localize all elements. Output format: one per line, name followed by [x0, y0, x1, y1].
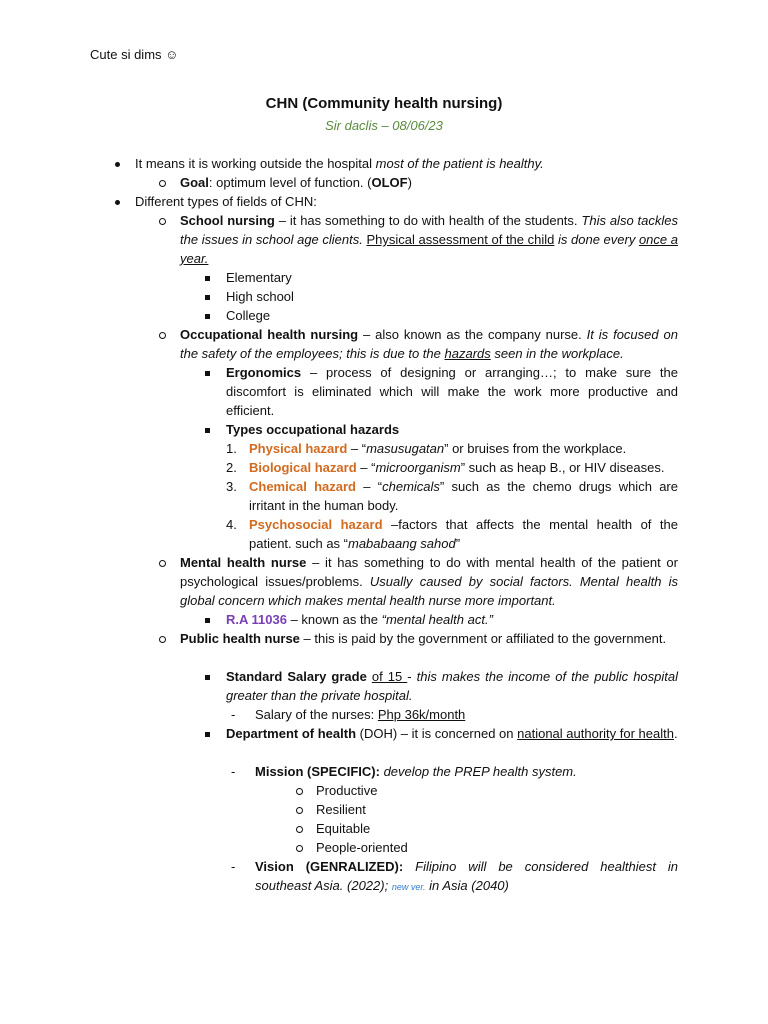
square-bullet-icon [202, 287, 212, 306]
doh-item: Department of health (DOH) – it is concerned on national authority for health. [226, 726, 678, 741]
list-item: Elementary [226, 270, 292, 285]
occupational-nursing-item: Occupational health nursing – also known as the company nurse. It is focused on the safety of the employees; this is due to the hazards seen in the workplace. [180, 327, 678, 361]
page-subtitle: Sir daclis – 08/06/23 [325, 118, 443, 133]
prep-item: Resilient [316, 802, 366, 817]
ergonomics-item: Ergonomics – process of designing or arranging…; to make sure the discomfort is eliminated which will make the work more productive and efficient. [226, 365, 678, 418]
hazard-item: Biological hazard – “microorganism” such as heap B., or HIV diseases. [249, 460, 665, 475]
list-item: It means it is working outside the hospital most of the patient is healthy. [135, 156, 544, 171]
circle-bullet-icon [157, 173, 167, 192]
bullet-icon [112, 192, 122, 211]
list-item: College [226, 308, 271, 323]
circle-bullet-icon [294, 781, 304, 800]
square-bullet-icon [202, 667, 212, 686]
prep-item: People-oriented [316, 840, 408, 855]
hazard-number: 2. [226, 460, 237, 475]
square-bullet-icon [202, 610, 212, 629]
square-bullet-icon [202, 724, 212, 743]
mental-health-item: Mental health nurse – it has something to do with mental health of the patient or psychological issues/problems. Usually caused by social factors. Mental health is global concern which makes mental health nurse more important. [180, 555, 678, 608]
square-bullet-icon [202, 306, 212, 325]
square-bullet-icon [202, 363, 212, 382]
list-item: Different types of fields of CHN: [135, 194, 317, 209]
public-health-item: Public health nurse – this is paid by the government or affiliated to the government. [180, 631, 667, 646]
list-item: Goal: optimum level of function. (OLOF) [180, 175, 412, 190]
bullet-icon [112, 154, 122, 173]
circle-bullet-icon [157, 325, 167, 344]
circle-bullet-icon [157, 553, 167, 572]
hazard-number: 1. [226, 441, 237, 456]
header-note: Cute si dims ☺ [90, 47, 179, 62]
list-item: High school [226, 289, 294, 304]
salary-item: Salary of the nurses: Php 36k/month [255, 707, 466, 722]
salary-grade-item: Standard Salary grade of 15 - this makes the income of the public hospital greater than the private hospital. [226, 669, 678, 703]
circle-bullet-icon [157, 211, 167, 230]
hazard-item: Psychosocial hazard –factors that affects the mental health of the patient. such as “mababaang sahod” [249, 517, 678, 551]
circle-bullet-icon [294, 838, 304, 857]
school-nursing-item: School nursing – it has something to do with health of the students. This also tackles the issues in school age clients. Physical assessment of the child is done every once a year. [180, 213, 678, 266]
page-title: CHN (Community health nursing) [265, 95, 503, 112]
square-bullet-icon [202, 420, 212, 439]
hazard-types-heading: Types occupational hazards [226, 422, 400, 437]
square-bullet-icon [202, 268, 212, 287]
hazard-number: 3. [226, 479, 237, 494]
hazard-item: Physical hazard – “masusugatan” or bruises from the workplace. [249, 441, 627, 456]
dash-bullet-icon: - [231, 764, 236, 779]
vision-item: Vision (GENRALIZED): Filipino will be considered healthiest in southeast Asia. (2022); new ver. in Asia (2040) [255, 859, 679, 893]
hazard-number: 4. [226, 517, 237, 532]
prep-item: Equitable [316, 821, 371, 836]
mission-item: Mission (SPECIFIC): develop the PREP health system. [255, 764, 577, 779]
prep-item: Productive [316, 783, 378, 798]
circle-bullet-icon [294, 819, 304, 838]
hazard-item: Chemical hazard – “chemicals” such as the chemo drugs which are irritant in the human body. [249, 479, 678, 513]
circle-bullet-icon [157, 629, 167, 648]
dash-bullet-icon: - [231, 859, 236, 874]
dash-bullet-icon: - [231, 707, 236, 722]
circle-bullet-icon [294, 800, 304, 819]
ra-item: R.A 11036 – known as the “mental health act.” [226, 612, 493, 627]
